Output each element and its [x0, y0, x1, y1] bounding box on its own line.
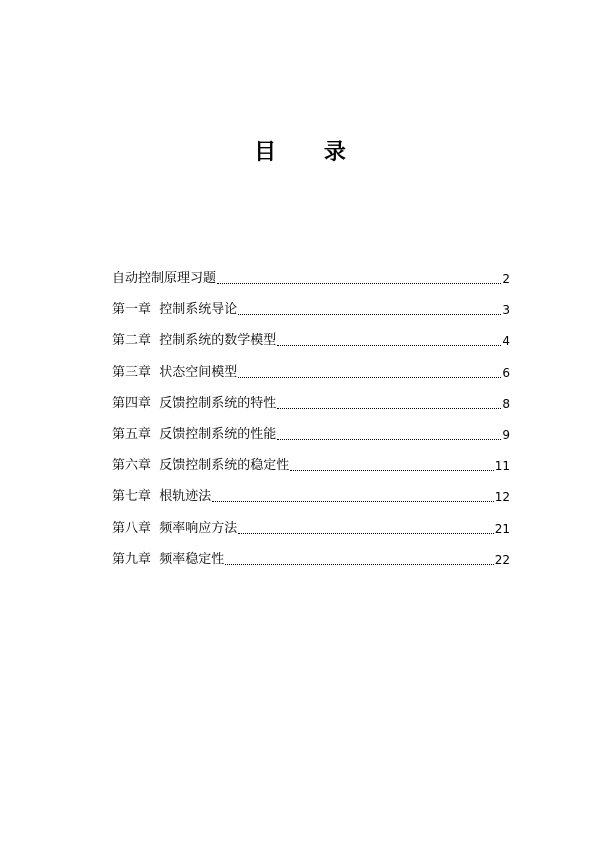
toc-entry-label: 自动控制原理习题	[112, 271, 217, 286]
toc-entry-label: 第二章 控制系统的数学模型	[112, 333, 277, 349]
toc-leader-dots	[238, 376, 501, 378]
toc-entry[interactable]	[112, 424, 510, 444]
toc-entry-label: 第七章 根轨迹法	[112, 489, 212, 505]
toc-entry-label: 第一章 控制系统导论	[112, 302, 238, 318]
toc-leader-dots	[238, 532, 493, 534]
toc-page-number: 11	[494, 459, 510, 474]
toc-entry[interactable]	[112, 486, 510, 506]
toc-page-number: 2	[502, 272, 510, 286]
toc-page-number: 4	[502, 334, 510, 349]
toc-title: 目 录	[254, 140, 366, 165]
toc-leader-dots	[277, 407, 501, 409]
toc-entry[interactable]	[112, 455, 510, 475]
toc-entry[interactable]	[112, 330, 510, 350]
toc-page-number: 21	[494, 521, 510, 536]
toc-leader-dots	[277, 344, 501, 346]
toc-page-number: 6	[502, 365, 510, 380]
toc-leader-dots	[217, 282, 501, 284]
toc-page-number: 22	[494, 552, 510, 567]
toc-leader-dots	[212, 500, 493, 502]
toc-entry[interactable]	[112, 268, 510, 288]
toc-leader-dots	[277, 438, 501, 440]
toc-entry-label: 第八章 频率响应方法	[112, 520, 238, 536]
toc-entry[interactable]	[112, 299, 510, 319]
toc-entry[interactable]	[112, 549, 510, 569]
toc-entry-label: 第三章 状态空间模型	[112, 364, 238, 380]
toc-entry-label: 第六章 反馈控制系统的稳定性	[112, 458, 290, 474]
toc-entry[interactable]	[112, 393, 510, 413]
toc-page-number: 12	[494, 490, 510, 505]
toc-entry-label: 第四章 反馈控制系统的特性	[112, 395, 277, 411]
toc-leader-dots	[290, 469, 493, 471]
table-of-contents	[112, 268, 510, 580]
toc-entry-label: 第九章 频率稳定性	[112, 551, 225, 567]
toc-entry[interactable]	[112, 362, 510, 382]
toc-leader-dots	[238, 313, 501, 315]
toc-entry[interactable]	[112, 518, 510, 538]
toc-page-number: 9	[502, 427, 510, 442]
toc-page-number: 8	[502, 396, 510, 411]
toc-leader-dots	[225, 563, 493, 565]
toc-entry-label: 第五章 反馈控制系统的性能	[112, 426, 277, 442]
toc-page-number: 3	[502, 303, 510, 318]
